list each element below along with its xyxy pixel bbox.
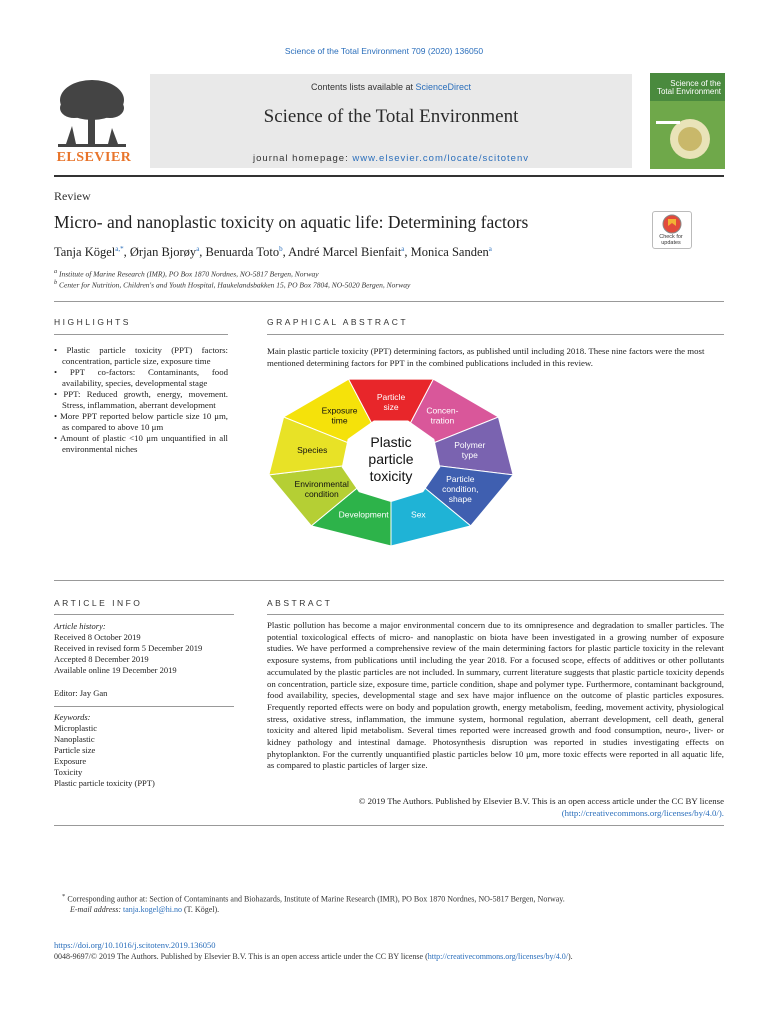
article-type: Review — [54, 189, 91, 203]
wheel-segment-label: Particle condition, shape — [442, 474, 479, 504]
highlights-heading: HIGHLIGHTS — [54, 317, 131, 327]
highlight-item: • Amount of plastic <10 μm unquantified in all environmental niches — [54, 433, 228, 454]
article-info-heading: ARTICLE INFO — [54, 598, 143, 608]
highlight-text: More PPT reported below particle size 10 μm, as compared to above 10 μm — [60, 411, 229, 432]
author-list: Tanja Kögel$^{a,*}$, Ørjan Bjorøy$^a$, Benuarda Toto$^b$, André Marcel Bienfait$^a$, Monica Sanden$^a$ — [54, 245, 492, 260]
keyword: Particle size — [54, 745, 96, 755]
author-email-link[interactable]: tanja.kogel@hi.no — [123, 905, 182, 914]
issn-license-line — [54, 952, 573, 961]
graphical-abstract-caption: Main plastic particle toxicity (PPT) determining factors, as published until including 2018. These nine factors were the most mentioned determining factors for PPT in the combined publications included in this review. — [267, 346, 705, 368]
journal-homepage-link[interactable]: www.elsevier.com/locate/scitotenv — [352, 153, 529, 164]
article-history — [54, 621, 234, 676]
highlight-text: Plastic particle toxicity (PPT) factors: concentration, particle size, exposure time — [62, 345, 229, 366]
author-name[interactable]: Ørjan Bjorøy — [129, 245, 197, 260]
issn-suffix: ). — [568, 952, 573, 961]
highlight-item: • PPT: Reduced growth, energy, movement. Stress, inflammation, aberrant development — [54, 389, 229, 410]
section-divider — [54, 825, 724, 826]
article-history-label: Article history: — [54, 621, 106, 631]
graphical-abstract-rule — [267, 334, 724, 335]
history-item: Available online 19 December 2019 — [54, 665, 177, 675]
author-affiliation-mark[interactable]: a — [401, 245, 405, 253]
wheel-segment-label: Concen-tration — [426, 405, 459, 426]
footnote-mark: * — [62, 893, 66, 900]
corresponding-author-note — [62, 893, 565, 904]
affiliation-mark: b — [54, 279, 58, 286]
wheel-segment-label: Sex — [411, 509, 426, 520]
history-item: Received 8 October 2019 — [54, 632, 141, 642]
article-info-rule — [54, 614, 234, 615]
wheel-segment-label: Environmental condition — [294, 479, 349, 499]
wheel-segment-label: Particle size — [376, 392, 406, 412]
wheel-center-label: Plastic particle toxicity — [368, 434, 414, 484]
highlights-rule — [54, 334, 228, 335]
email-line — [70, 905, 219, 914]
keyword: Microplastic — [54, 723, 97, 733]
keywords — [54, 712, 234, 789]
keywords-rule — [54, 706, 234, 707]
highlight-text: PPT: Reduced growth, energy, movement. Stress, inflammation, aberrant development — [62, 389, 229, 410]
author-affiliation-mark[interactable]: a — [488, 245, 492, 253]
graphical-abstract-heading: GRAPHICAL ABSTRACT — [267, 317, 409, 327]
section-divider — [54, 301, 724, 302]
keyword: Plastic particle toxicity (PPT) — [54, 778, 155, 788]
sciencedirect-link[interactable]: ScienceDirect — [415, 82, 472, 92]
author-name[interactable]: Tanja Kögel — [54, 245, 116, 260]
license-line: © 2019 The Authors. Published by Elsevier B.V. This is an open access article under the CC BY license — [358, 796, 724, 806]
keyword: Nanoplastic — [54, 734, 95, 744]
wheel-segment-label: Polymer type — [454, 439, 486, 460]
elsevier-wordmark: ELSEVIER — [56, 150, 132, 165]
highlight-item: • Plastic particle toxicity (PPT) factors: concentration, particle size, exposure time — [54, 345, 229, 366]
check-for-updates-label: Check for updates — [659, 234, 683, 247]
email-label: E-mail address: — [70, 905, 122, 914]
affiliation-mark: a — [54, 268, 58, 275]
affiliation-b — [54, 279, 410, 290]
abstract-rule — [267, 614, 724, 615]
history-item: Accepted 8 December 2019 — [54, 654, 149, 664]
highlight-item: • More PPT reported below particle size 10 μm, as compared to above 10 μm — [54, 411, 229, 432]
affiliation-a — [54, 268, 319, 279]
abstract-heading: ABSTRACT — [267, 598, 333, 608]
author-name[interactable]: André Marcel Bienfait — [288, 245, 402, 260]
issn-license-link[interactable]: http://creativecommons.org/licenses/by/4.0/ — [427, 952, 569, 961]
affiliation-text: Center for Nutrition, Children's and Youth Hospital, Haukelandsbakken 15, PO Box 7804, NO-5020 Bergen, Norway — [59, 280, 411, 290]
author-affiliation-mark[interactable]: a — [196, 245, 200, 253]
section-divider — [54, 580, 724, 581]
corresponding-author-text: Corresponding author at: Section of Contaminants and Biohazards, Institute of Marine Research (IMR), PO Box 1870 Nordnes, NO-5817 Bergen, Norway. — [67, 894, 565, 904]
issn-text: 0048-9697/© 2019 The Authors. Published by Elsevier B.V. This is an open access article under the CC BY license ( — [54, 952, 428, 961]
crossmark-icon — [653, 212, 691, 236]
article-title: Micro- and nanoplastic toxicity on aquatic life: Determining factors — [54, 212, 529, 232]
email-suffix: (T. Kögel). — [183, 905, 220, 914]
abstract-text: Plastic pollution has become a major environmental concern due to its omnipresence and degradation to smaller particles. The potential toxicological effects of micro- and nanoplastic on biota have been investigated in a growing number of exposure studies. We have performed a comprehensive review of the main determining factors for plastic particle toxicity in the relevant exposure systems, from publications until including the year 2018. For a focused scope, effects of additives or other pollutants accumulated by the plastic particles are not included. In summary, current literature suggests that plastic particle toxicity depends on concentration, particle size, exposure time, particle condition, shape and polymer type. Furthermore, contaminant background, food availability, species, developmental stage and sex have major influence on the outcome of plastic particles exposures. Frequently reported effects were on body and population growth, energy metabolism, feeding, movement activity, physiological stress, oxidative stress, inflammation, the immune system, hormonal regulation, aberrant development, cell death, general toxicity and altered lipid metabolism. Several times reported were increased growth and food consumption, neuro-, liver- or kidney pathology and intestinal damage. Photosynthesis disruption was reported in studies investigating effects on phytoplankton. For the currently unquantified plastic particles below 10 μm, more toxic effects were reported in all aquatic life, as compared to plastic particles of larger size. — [267, 620, 724, 771]
wheel-segment-label: Species — [297, 444, 328, 455]
highlight-text: PPT co-factors: Contaminants, food availability, species, developmental stage — [62, 367, 228, 388]
abstract-license — [267, 796, 724, 819]
editor: Editor: Jay Gan — [54, 688, 108, 698]
wheel-segment-label: Development — [338, 509, 389, 520]
doi-link[interactable]: https://doi.org/10.1016/j.scitotenv.2019.136050 — [54, 940, 216, 950]
highlights-list — [54, 345, 228, 455]
journal-title: Science of the Total Environment — [263, 106, 519, 127]
highlight-item: • PPT co-factors: Contaminants, food availability, species, developmental stage — [54, 367, 228, 388]
journal-homepage-line — [150, 153, 632, 164]
author-affiliation-mark[interactable]: a,* — [115, 245, 124, 253]
keywords-label: Keywords: — [54, 712, 91, 722]
author-name[interactable]: Monica Sanden — [410, 245, 489, 260]
license-link[interactable]: (http://creativecommons.org/licenses/by/4.0/). — [561, 807, 724, 818]
contents-prefix: Contents lists available at — [310, 82, 416, 92]
affiliation-text: Institute of Marine Research (IMR), PO Box 1870 Nordnes, NO-5817 Bergen, Norway — [59, 269, 319, 279]
author-name[interactable]: Benuarda Toto — [205, 245, 280, 260]
history-item: Received in revised form 5 December 2019 — [54, 643, 203, 653]
highlight-text: Amount of plastic <10 μm unquantified in all environmental niches — [59, 433, 228, 454]
wheel-segment-label: Exposure time — [321, 405, 358, 426]
keyword: Toxicity — [54, 767, 83, 777]
keyword: Exposure — [54, 756, 87, 766]
journal-reference-link[interactable]: Science of the Total Environment 709 (2020) 136050 — [284, 46, 484, 56]
header-divider — [54, 175, 724, 177]
author-affiliation-mark[interactable]: b — [279, 245, 283, 253]
homepage-prefix: journal homepage: — [253, 153, 353, 164]
plastic-toxicity-wheel — [265, 370, 517, 548]
contents-line — [150, 82, 632, 92]
cover-title: Science of the Total Environment — [656, 79, 721, 96]
